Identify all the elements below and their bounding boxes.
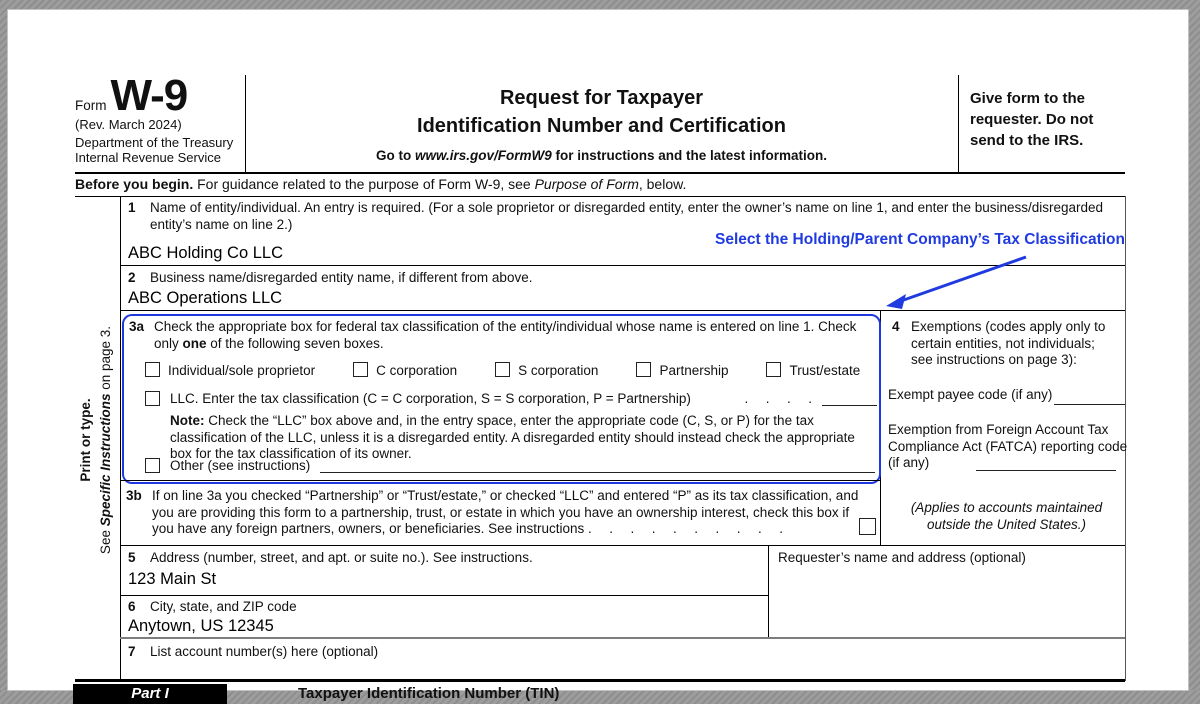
requester-divider bbox=[768, 545, 769, 637]
before-begin-italic: Purpose of Form bbox=[534, 176, 639, 192]
requester-label: Requester’s name and address (optional) bbox=[778, 550, 1026, 565]
applies-note: (Applies to accounts maintained outside the United States.) bbox=[910, 500, 1103, 532]
give-form-note: Give form to the requester. Do not send to the IRS. bbox=[970, 90, 1094, 149]
form-agency: Internal Revenue Service bbox=[75, 150, 221, 165]
sidebar-line2-post: on page 3. bbox=[98, 325, 113, 394]
w9-form-page bbox=[8, 10, 1188, 702]
line2-label: Business name/disregarded entity name, if different from above. bbox=[150, 270, 533, 285]
part1-title: Taxpayer Identification Number (TIN) bbox=[298, 685, 560, 702]
partnership-label: Partnership bbox=[659, 363, 729, 378]
classification-checkbox-row bbox=[145, 362, 870, 378]
llc-checkbox[interactable] bbox=[145, 391, 160, 406]
other-row bbox=[145, 458, 875, 473]
s-corporation-checkbox[interactable] bbox=[495, 362, 510, 377]
line5-rule bbox=[120, 595, 768, 596]
part1-rule bbox=[75, 679, 1125, 682]
row3-rule bbox=[120, 545, 1125, 546]
print-or-type-sidebar bbox=[76, 290, 118, 590]
llc-dot-leader: . . . . bbox=[744, 391, 814, 406]
form-revision: (Rev. March 2024) bbox=[75, 117, 182, 132]
sidebar-divider bbox=[120, 196, 121, 681]
classification-option bbox=[636, 362, 728, 378]
line4-label: Exemptions (codes apply only to certain entities, not individuals; see instructions on page 3): bbox=[911, 319, 1106, 367]
llc-note-bold: Note: bbox=[170, 413, 205, 428]
sidebar-line1: Print or type. bbox=[78, 398, 93, 482]
classification-option bbox=[353, 362, 457, 378]
before-begin-text2: , below. bbox=[638, 176, 687, 192]
form-title-line2: Identification Number and Certification bbox=[417, 115, 786, 137]
form-id-block bbox=[75, 71, 243, 166]
classification-option bbox=[495, 362, 598, 378]
line3b-number: 3b bbox=[126, 488, 142, 503]
line2-rule bbox=[120, 310, 1125, 311]
annotation-arrow bbox=[878, 247, 1038, 317]
line5-label: Address (number, street, and apt. or suite no.). See instructions. bbox=[150, 550, 533, 565]
line1-number: 1 bbox=[128, 200, 136, 215]
line3b-dot-leader: . . . . . . . . . . bbox=[588, 521, 786, 536]
line6-rule bbox=[120, 637, 1125, 639]
other-label: Other (see instructions) bbox=[170, 458, 311, 473]
llc-code-entry-field[interactable] bbox=[822, 391, 877, 406]
fatca-label: Exemption from Foreign Account Tax Compliance Act (FATCA) reporting code (if any) bbox=[888, 422, 1128, 470]
llc-label: LLC. Enter the tax classification (C = C corporation, S = S corporation, P = Partnership) bbox=[170, 391, 691, 406]
header-rule bbox=[75, 172, 1125, 174]
before-begin-bold: Before you begin. bbox=[75, 176, 194, 192]
line3a-label bbox=[154, 319, 870, 352]
sidebar-line2-bi: Specific Instructions bbox=[98, 393, 113, 527]
sidebar-line2 bbox=[96, 290, 116, 590]
line2-number: 2 bbox=[128, 270, 136, 285]
c-corporation-label: C corporation bbox=[376, 363, 458, 378]
line1-label: Name of entity/individual. An entry is required. (For a sole proprietor or disregarded entity, enter the owner’s name on line 1, and enter the business/disregarded entity’s name on line 2.) bbox=[150, 200, 1104, 232]
form-number: W-9 bbox=[110, 71, 188, 120]
header-divider-left bbox=[245, 75, 246, 172]
line4-number: 4 bbox=[892, 319, 900, 334]
before-begin-rule bbox=[75, 196, 1125, 197]
c-corporation-checkbox[interactable] bbox=[353, 362, 368, 377]
trust-estate-label: Trust/estate bbox=[789, 363, 861, 378]
partnership-checkbox[interactable] bbox=[636, 362, 651, 377]
other-entry-field[interactable] bbox=[320, 458, 875, 473]
classification-option bbox=[766, 362, 860, 378]
before-begin-text1: For guidance related to the purpose of Form W-9, see bbox=[193, 176, 535, 192]
goto-line bbox=[255, 148, 948, 163]
line7-label: List account number(s) here (optional) bbox=[150, 644, 379, 659]
line3b-label bbox=[152, 488, 864, 538]
form-department: Department of the Treasury bbox=[75, 134, 234, 150]
llc-row bbox=[145, 391, 877, 406]
goto-prefix: Go to bbox=[375, 148, 415, 163]
form-title-line1: Request for Taxpayer bbox=[499, 87, 704, 109]
trust-estate-checkbox[interactable] bbox=[766, 362, 781, 377]
form-title bbox=[255, 84, 948, 140]
line5-number: 5 bbox=[128, 550, 136, 565]
line7-number: 7 bbox=[128, 644, 136, 659]
s-corporation-label: S corporation bbox=[518, 363, 599, 378]
exempt-payee-label: Exempt payee code (if any) bbox=[888, 387, 1053, 402]
sidebar-line2-pre: See bbox=[98, 526, 113, 555]
line3a-label-post: of the following seven boxes. bbox=[206, 335, 384, 351]
fatca-entry-field[interactable] bbox=[976, 456, 1116, 471]
line2-value-field[interactable]: ABC Operations LLC bbox=[128, 289, 283, 307]
line3a-label-bold: one bbox=[182, 335, 207, 351]
line3a-number: 3a bbox=[129, 319, 145, 334]
line3b-text: If on line 3a you checked “Partnership” or “Trust/estate,” or checked “LLC” and entered “P” as its tax classification, and you are providing this form to a partnership, trust, or estate in which you have an ownership interest, check this box if you have any foreign partners, owners, or beneficiaries. See instructions bbox=[152, 488, 859, 536]
exempt-payee-entry-field[interactable] bbox=[1054, 390, 1125, 405]
form-word: Form bbox=[75, 98, 107, 113]
line6-value-field[interactable]: Anytown, US 12345 bbox=[128, 617, 274, 635]
header-divider-right bbox=[958, 75, 959, 172]
foreign-partners-checkbox[interactable] bbox=[859, 518, 876, 535]
annotation-note: Select the Holding/Parent Company’s Tax Classification bbox=[715, 231, 1125, 248]
line3a-label-pre: Check the appropriate box for federal tax classification of the entity/individual whose name is entered on line 1. Check only bbox=[154, 319, 857, 351]
llc-note-text: Check the “LLC” box above and, in the entry space, enter the appropriate code (C, S, or P) for the tax classification of the LLC, unless it is a disregarded entity. A disregarded entity should instead check the appropriate box for the tax classification of its owner. bbox=[170, 413, 855, 461]
goto-suffix: for instructions and the latest information. bbox=[551, 148, 828, 163]
line5-value-field[interactable]: 123 Main St bbox=[128, 570, 217, 588]
before-begin-line bbox=[75, 176, 1125, 192]
individual-checkbox[interactable] bbox=[145, 362, 160, 377]
line6-number: 6 bbox=[128, 599, 136, 614]
line3a-rule bbox=[120, 480, 880, 481]
llc-note bbox=[170, 413, 878, 463]
individual-label: Individual/sole proprietor bbox=[168, 363, 316, 378]
line6-label: City, state, and ZIP code bbox=[150, 599, 297, 614]
other-checkbox[interactable] bbox=[145, 458, 160, 473]
line1-value-field[interactable]: ABC Holding Co LLC bbox=[128, 244, 283, 262]
part1-cell: Part I bbox=[73, 684, 227, 704]
irs-url-link[interactable]: www.irs.gov/FormW9 bbox=[414, 148, 552, 163]
classification-option bbox=[145, 362, 315, 378]
